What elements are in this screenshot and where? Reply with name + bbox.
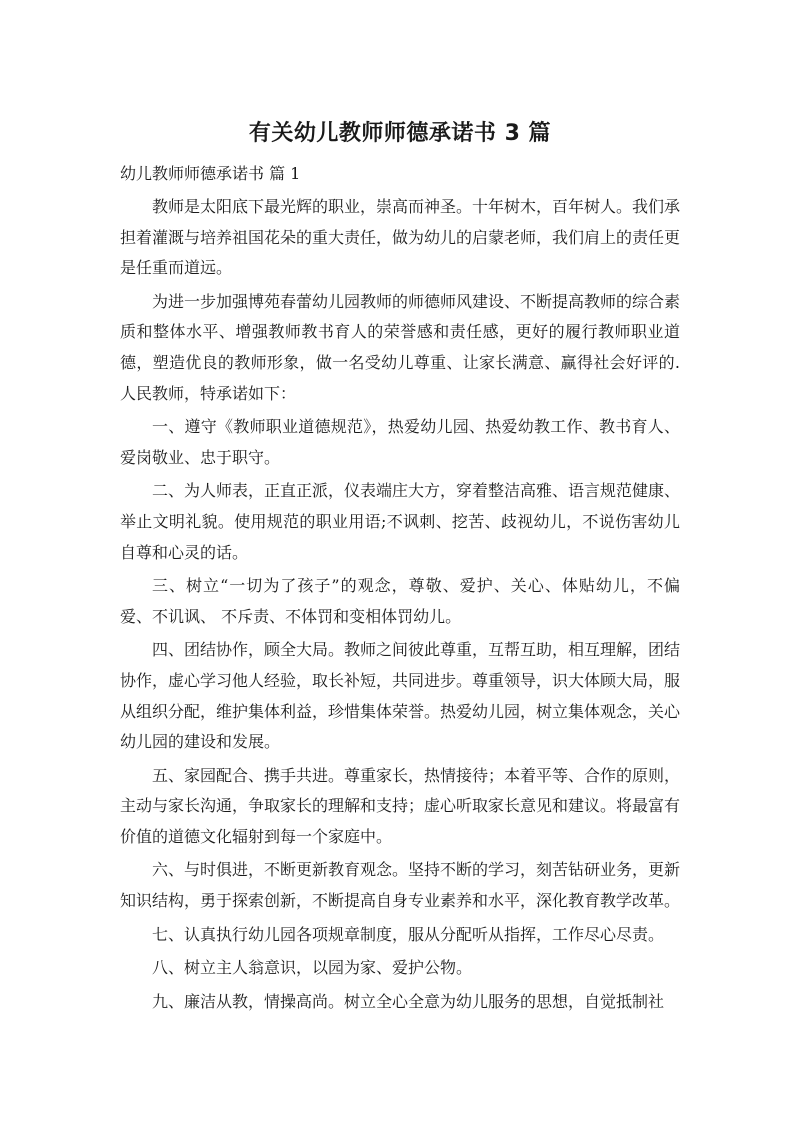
paragraph-item-9: 九、廉洁从教，情操高尚。树立全心全意为幼儿服务的思想，自觉抵制社 [152, 991, 665, 1011]
paragraph-item-2: 二、为人师表，正直正派，仪表端庄大方，穿着整洁高雅、语言规范健康、举止文明礼貌。使用规范的职业用语;不讽刺、挖苦、歧视幼儿，不说伤害幼儿自尊和心灵的话。 [120, 481, 681, 562]
document-body [120, 192, 680, 1020]
paragraph-item-7: 七、认真执行幼儿园各项规章制度，服从分配听从指挥，工作尽心尽责。 [152, 924, 665, 944]
paragraph-intro: 教师是太阳底下最光辉的职业，崇高而神圣。十年树木，百年树人。我们承担着灌溉与培养祖国花朵的重大责任，做为幼儿的启蒙老师，我们肩上的责任更是任重而道远。 [120, 197, 681, 278]
paragraph-item-4: 四、团结协作，顾全大局。教师之间彼此尊重，互帮互助，相互理解，团结协作，虚心学习他人经验，取长补短，共同进步。尊重领导，识大体顾大局，服从组织分配，维护集体利益，珍惜集体荣誉。热爱幼儿园，树立集体观念，关心幼儿园的建设和发展。 [120, 640, 681, 752]
document-title: 有关幼儿教师师德承诺书 3 篇 [248, 121, 552, 146]
section-heading: 幼儿教师师德承诺书 篇 1 [120, 164, 301, 183]
paragraph-item-3: 三、树立“一切为了孩子”的观念，尊敬、爱护、关心、体贴幼儿，不偏爱、不讥讽、 不斥责、不体罚和变相体罚幼儿。 [120, 576, 680, 626]
paragraph-item-5: 五、家园配合、携手共进。尊重家长，热情接待；本着平等、合作的原则，主动与家长沟通，争取家长的理解和支持；虚心听取家长意见和建议。将最富有价值的道德文化辐射到每一个家庭中。 [120, 765, 681, 846]
paragraph-item-8: 八、树立主人翁意识，以园为家、爱护公物。 [152, 958, 473, 978]
paragraph-item-1: 一、遵守《教师职业道德规范》，热爱幼儿园、热爱幼教工作、教书育人、爱岗敬业、忠于职守。 [120, 417, 680, 467]
paragraph-item-6: 六、与时俱进，不断更新教育观念。坚持不断的学习，刻苦钻研业务，更新知识结构，勇于探索创新，不断提高自身专业素养和水平，深化教育教学改革。 [120, 860, 681, 911]
paragraph-purpose: 为进一步加强博苑春蕾幼儿园教师的师德师风建设、不断提高教师的综合素质和整体水平、增强教师教书育人的荣誉感和责任感，更好的履行教师职业道德，塑造优良的教师形象，做一名受幼儿尊重、让家长满意、赢得社会好评的. 人民教师，特承诺如下： [120, 291, 681, 403]
